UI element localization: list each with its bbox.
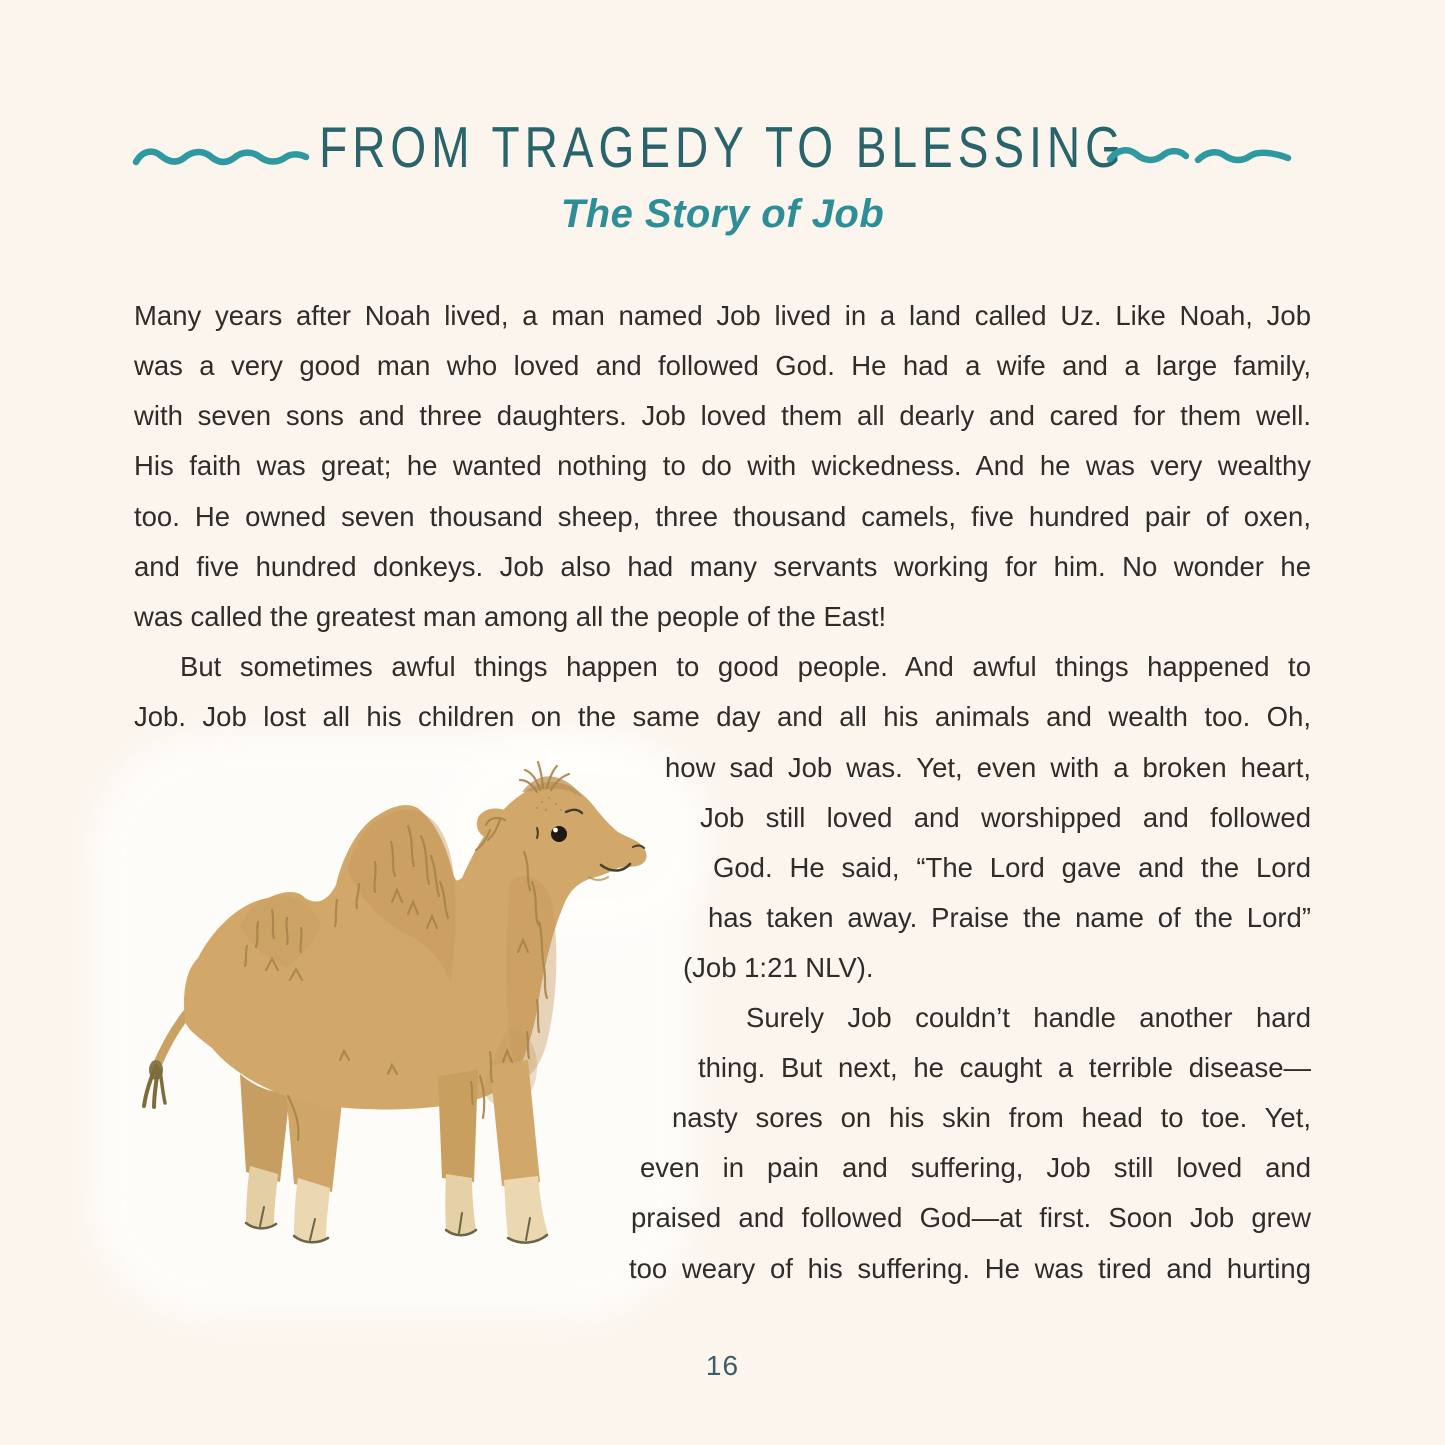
camel-eye bbox=[551, 826, 567, 842]
body-text-line: how sad Job was. Yet, even with a broken heart, bbox=[665, 752, 1311, 783]
body-text-line: Job. Job lost all his children on the same day and all his animals and wealth too. Oh, bbox=[134, 701, 1311, 732]
body-text-line: thing. But next, he caught a terrible disease— bbox=[698, 1052, 1311, 1083]
camel-illustration bbox=[90, 730, 710, 1350]
body-text-line: But sometimes awful things happen to good people. And awful things happened to bbox=[180, 651, 1311, 682]
body-text-line: Many years after Noah lived, a man named Job lived in a land called Uz. Like Noah, Job bbox=[134, 300, 1311, 331]
page-title: FROM TRAGEDY TO BLESSING bbox=[319, 114, 1126, 180]
body-text-line: even in pain and suffering, Job still loved and bbox=[640, 1152, 1311, 1183]
body-text-line: was called the greatest man among all the people of the East! bbox=[134, 601, 887, 632]
camel-tail bbox=[144, 1012, 188, 1107]
squiggle-right-icon bbox=[1106, 142, 1294, 174]
body-text-line: and five hundred donkeys. Job also had many servants working for him. No wonder he bbox=[134, 551, 1311, 582]
body-text-line: was a very good man who loved and followed God. He had a wife and a large family, bbox=[134, 350, 1311, 381]
body-text-line: too. He owned seven thousand sheep, three thousand camels, five hundred pair of oxen, bbox=[134, 501, 1311, 532]
body-text-line: Surely Job couldn’t handle another hard bbox=[746, 1002, 1311, 1033]
body-text-line: God. He said, “The Lord gave and the Lord bbox=[713, 852, 1311, 883]
body-text-line: praised and followed God—at first. Soon Job grew bbox=[631, 1202, 1311, 1233]
body-text-line: (Job 1:21 NLV). bbox=[683, 952, 874, 983]
body-text-line: nasty sores on his skin from head to toe. Yet, bbox=[672, 1102, 1311, 1133]
page-number: 16 bbox=[705, 1350, 740, 1381]
body-text-line: too weary of his suffering. He was tired and hurting bbox=[629, 1253, 1311, 1284]
body-text-line: has taken away. Praise the name of the Lord” bbox=[708, 902, 1311, 933]
body-text-line: with seven sons and three daughters. Job loved them all dearly and cared for them well. bbox=[134, 400, 1311, 431]
body-text-line: Job still loved and worshipped and followed bbox=[700, 802, 1311, 833]
body-text-line: His faith was great; he wanted nothing to do with wickedness. And he was very wealthy bbox=[134, 450, 1311, 481]
page-subtitle: The Story of Job bbox=[560, 192, 885, 236]
